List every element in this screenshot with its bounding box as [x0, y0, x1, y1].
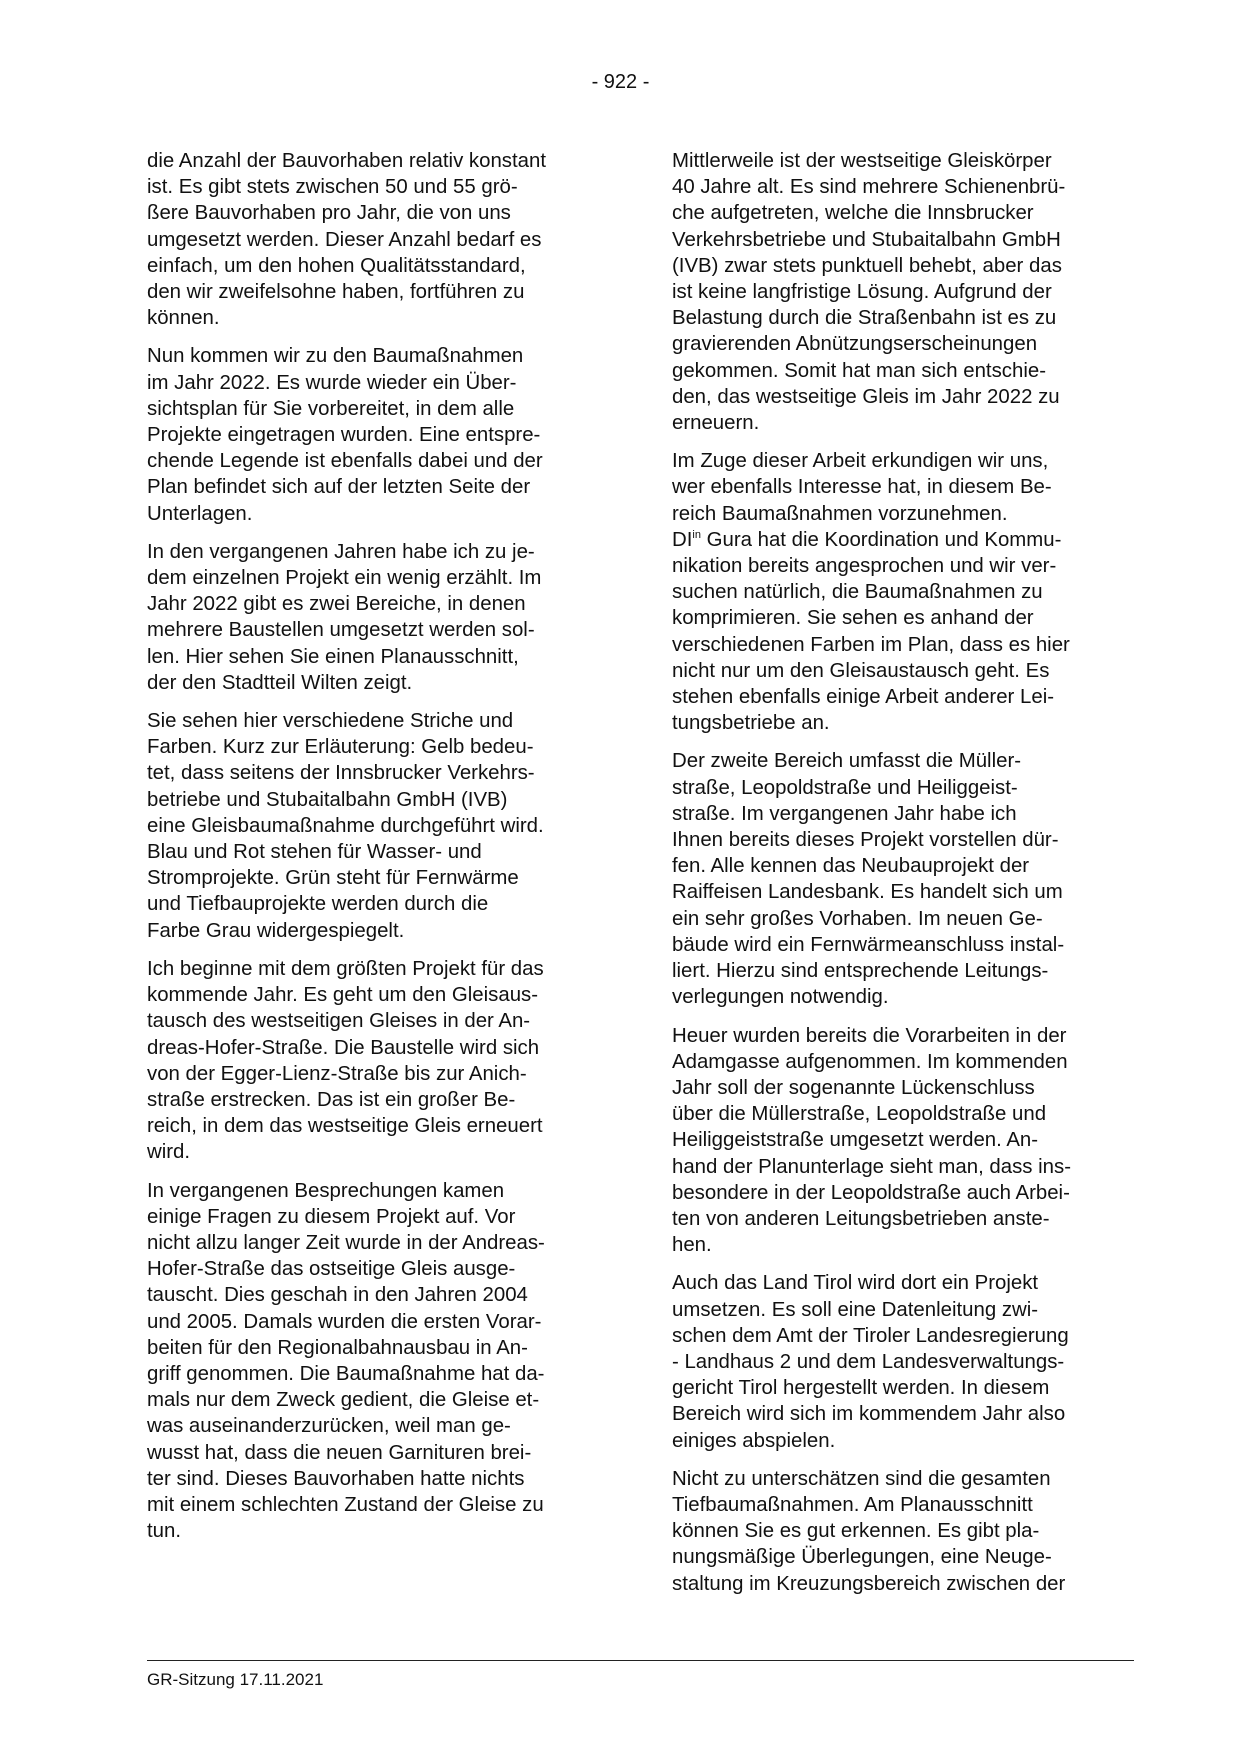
paragraph: Nun kommen wir zu den Baumaßnahmen im Jahr 2022. Es wurde wieder ein Über- sichtsplan für Sie vorbereitet, in dem alle Projekte eingetragen wurden. Eine entspre- chende Legende ist ebenfalls dabei und der Plan befindet sich auf der letzten Seite der Unterlagen.: [147, 345, 543, 525]
paragraph: Mittlerweile ist der westseitige Gleiskörper 40 Jahre alt. Es sind mehrere Schienenbrü- che aufgetreten, welche die Innsbrucker Verkehrsbetriebe und Stubaitalbahn GmbH (IVB) zwar stets punktuell behebt, aber das ist keine langfristige Lösung. Aufgrund der Belastung durch die Straßenbahn ist es zu gravierenden Abnützungserscheinungen gekommen. Somit hat man sich entschie- den, das westseitige Gleis im Jahr 2022 zu erneuern.: [672, 150, 1066, 435]
paragraph: [672, 448, 1132, 736]
paragraph: Auch das Land Tirol wird dort ein Projekt umsetzen. Es soll eine Datenleitung zwi- schen dem Amt der Tiroler Landesregierung - Landhaus 2 und dem Landesverwaltungs- gericht Tirol hergestellt werden. In diesem Bereich wird sich im kommendem Jahr also einiges abspielen.: [672, 1272, 1069, 1452]
paragraph-text-part: Im Zuge dieser Arbeit erkundigen wir uns, wer ebenfalls Interesse hat, in diesem Be- reich Baumaßnahmen vorzunehmen. DI: [672, 450, 1052, 551]
footer-session-date: GR-Sitzung 17.11.2021: [147, 1670, 324, 1689]
paragraph: Sie sehen hier verschiedene Striche und Farben. Kurz zur Erläuterung: Gelb bedeu- tet, dass seitens der Innsbrucker Verkehrs- betriebe und Stubaitalbahn GmbH (IVB) eine Gleisbaumaßnahme durchgeführt wird. Blau und Rot stehen für Wasser- und Stromprojekte. Grün steht für Fernwärme und Tiefbauprojekte werden durch die Farbe Grau widergespiegelt.: [147, 710, 544, 942]
paragraph: die Anzahl der Bauvorhaben relativ konstant ist. Es gibt stets zwischen 50 und 55 grö- ßere Bauvorhaben pro Jahr, die von uns umgesetzt werden. Dieser Anzahl bedarf es einfach, um den hohen Qualitätsstandard, den wir zweifelsohne haben, fortführen zu können.: [147, 150, 547, 330]
page-number: - 922 -: [591, 71, 650, 93]
paragraph: Heuer wurden bereits die Vorarbeiten in der Adamgasse aufgenommen. Im kommenden Jahr soll der sogenannte Lückenschluss über die Müllerstraße, Leopoldstraße und Heiliggeiststraße umgesetzt werden. An- hand der Planunterlage sieht man, dass ins- besondere in der Leopoldstraße auch Arbei- ten von anderen Leitungsbetrieben anste- hen.: [672, 1024, 1071, 1257]
paragraph: Der zweite Bereich umfasst die Müller- straße, Leopoldstraße und Heiliggeist- straße. Im vergangenen Jahr habe ich Ihnen bereits dieses Projekt vorstellen dür- fen. Alle kennen das Neubauprojekt der Raiffeisen Landesbank. Es handelt sich um ein sehr großes Vorhaben. Im neuen Ge- bäude wird ein Fernwärmeanschluss instal- liert. Hierzu sind entsprechende Leitungs- verlegungen notwendig.: [672, 750, 1065, 1009]
paragraph: Ich beginne mit dem größten Projekt für das kommende Jahr. Es geht um den Gleisaus- tausch des westseitigen Gleises in der An- dreas-Hofer-Straße. Die Baustelle wird sich von der Egger-Lienz-Straße bis zur Anich- straße erstrecken. Das ist ein großer Be- reich, in dem das westseitige Gleis erneuert wird.: [147, 957, 544, 1164]
paragraph: In den vergangenen Jahren habe ich zu je- dem einzelnen Projekt ein wenig erzählt. Im Jahr 2022 gibt es zwei Bereiche, in denen mehrere Baustellen umgesetzt werden sol- len. Hier sehen Sie einen Planausschnitt, der den Stadtteil Wilten zeigt.: [147, 540, 542, 694]
footer-divider: [147, 1660, 1134, 1661]
paragraph: Nicht zu unterschätzen sind die gesamten Tiefbaumaßnahmen. Am Planausschnitt können Sie es gut erkennen. Es gibt pla- nungsmäßige Überlegungen, eine Neuge- staltung im Kreuzungsbereich zwischen der: [672, 1467, 1066, 1595]
right-column: [672, 148, 1132, 1609]
paragraph: In vergangenen Besprechungen kamen einige Fragen zu diesem Projekt auf. Vor nicht allzu langer Zeit wurde in der Andreas- Hofer-Straße das ostseitige Gleis ausge- tauscht. Dies geschah in den Jahren 2004 und 2005. Damals wurden die ersten Vorar- beiten für den Regionalbahnausbau in An- griff genommen. Die Baumaßnahme hat da- mals nur dem Zweck gedient, die Gleise et- was auseinanderzurücken, weil man ge- wusst hat, dass die neuen Garnituren brei- ter sind. Dieses Bauvorhaben hatte nichts mit einem schlechten Zustand der Gleise zu tun.: [147, 1179, 545, 1543]
left-column: [147, 148, 607, 1556]
superscript-in: in: [692, 529, 701, 542]
paragraph-text-part: Gura hat die Koordination und Kommu- nikation bereits angesprochen und wir ver- suchen natürlich, die Baumaßnahmen zu komprimieren. Sie sehen es anhand der verschiedenen Farben im Plan, dass es hier nicht nur um den Gleisaustausch geht. Es stehen ebenfalls einige Arbeit anderer Lei- tungsbetriebe an.: [672, 528, 1070, 735]
